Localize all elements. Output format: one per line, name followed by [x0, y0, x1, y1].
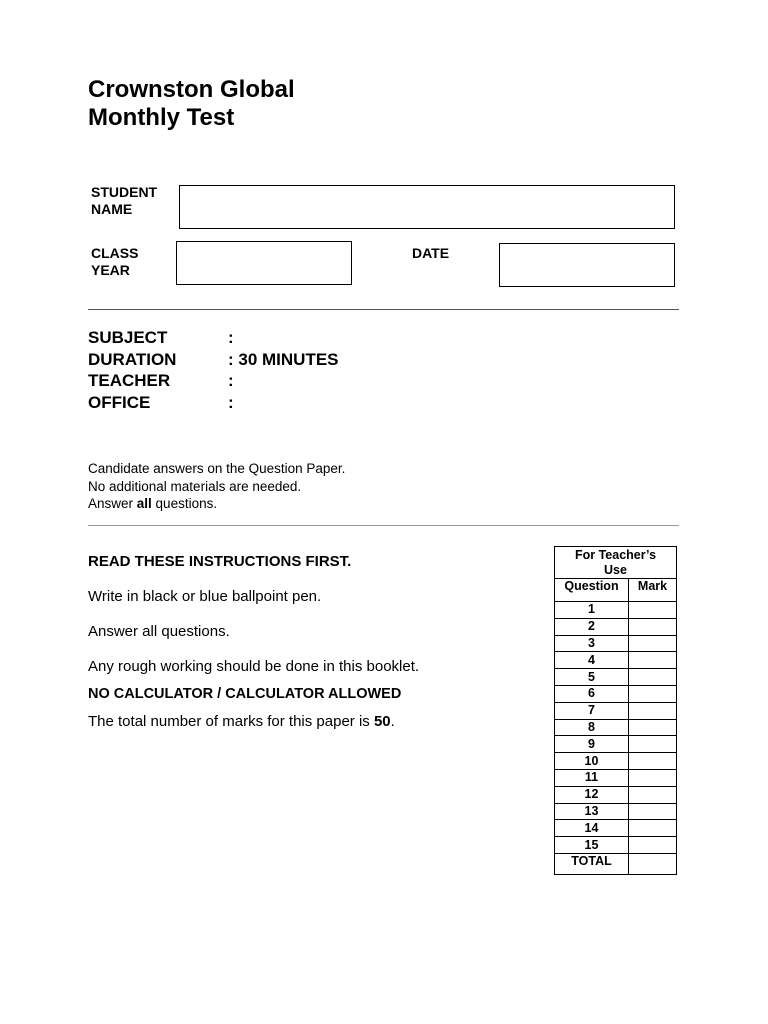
instruction-pen: Write in black or blue ballpoint pen. — [88, 588, 322, 605]
table-row: 5 — [555, 669, 677, 686]
mark-cell[interactable] — [629, 685, 677, 702]
mark-cell[interactable] — [629, 669, 677, 686]
candidate-line-3: Answer all questions. — [88, 496, 218, 511]
mark-cell[interactable] — [629, 602, 677, 619]
info-duration: DURATION : 30 MINUTES — [88, 349, 339, 369]
divider-middle — [88, 525, 679, 526]
date-field[interactable] — [499, 243, 675, 287]
mark-cell[interactable] — [629, 719, 677, 736]
instruction-total-marks: The total number of marks for this paper is 50. — [88, 713, 395, 730]
instruction-rough-work: Any rough working should be done in this booklet. — [88, 658, 420, 675]
mark-cell[interactable] — [629, 736, 677, 753]
test-info — [88, 327, 339, 413]
teacher-use-heading: For Teacher’s Use — [555, 547, 677, 579]
divider-top — [88, 309, 679, 310]
instruction-answer-all: Answer all questions. — [88, 623, 230, 640]
instructions-heading: READ THESE INSTRUCTIONS FIRST. — [88, 553, 352, 570]
info-teacher: TEACHER : — [88, 371, 234, 390]
mark-cell[interactable] — [629, 753, 677, 770]
mark-cell[interactable] — [629, 652, 677, 669]
class-year-label: CLASS YEAR — [91, 245, 139, 278]
candidate-notes — [88, 460, 345, 513]
date-label: DATE — [412, 245, 450, 261]
table-row: 8 — [555, 719, 677, 736]
table-row: 15 — [555, 837, 677, 854]
class-year-field[interactable] — [176, 241, 352, 285]
column-header-mark: Mark — [629, 579, 677, 602]
student-name-field[interactable] — [179, 185, 675, 229]
table-row: 10 — [555, 753, 677, 770]
table-row: 14 — [555, 820, 677, 837]
table-row: 9 — [555, 736, 677, 753]
table-row: 13 — [555, 803, 677, 820]
title-line-1: Crownston Global — [88, 76, 295, 103]
table-row: 12 — [555, 786, 677, 803]
candidate-line-1: Candidate answers on the Question Paper. — [88, 461, 346, 476]
mark-cell[interactable] — [629, 635, 677, 652]
total-mark-cell[interactable] — [629, 853, 677, 874]
page-title — [88, 76, 295, 132]
table-row: 6 — [555, 685, 677, 702]
table-row: 2 — [555, 618, 677, 635]
mark-cell[interactable] — [629, 618, 677, 635]
total-row — [555, 853, 677, 874]
mark-cell[interactable] — [629, 820, 677, 837]
table-row: 7 — [555, 702, 677, 719]
mark-cell[interactable] — [629, 702, 677, 719]
mark-cell[interactable] — [629, 837, 677, 854]
teacher-use-table — [554, 546, 677, 875]
mark-cell[interactable] — [629, 769, 677, 786]
candidate-line-2: No additional materials are needed. — [88, 478, 302, 494]
info-office: OFFICE : — [88, 392, 234, 412]
table-row: 11 — [555, 769, 677, 786]
table-row: 3 — [555, 635, 677, 652]
instruction-calculator: NO CALCULATOR / CALCULATOR ALLOWED — [88, 686, 402, 702]
total-label: TOTAL — [555, 853, 629, 874]
title-line-2: Monthly Test — [88, 104, 235, 131]
mark-cell[interactable] — [629, 803, 677, 820]
mark-cell[interactable] — [629, 786, 677, 803]
table-row: 4 — [555, 652, 677, 669]
student-name-label: STUDENT NAME — [91, 184, 158, 217]
info-subject: SUBJECT : — [88, 328, 234, 347]
table-row: 1 — [555, 602, 677, 619]
column-header-question: Question — [555, 579, 629, 602]
